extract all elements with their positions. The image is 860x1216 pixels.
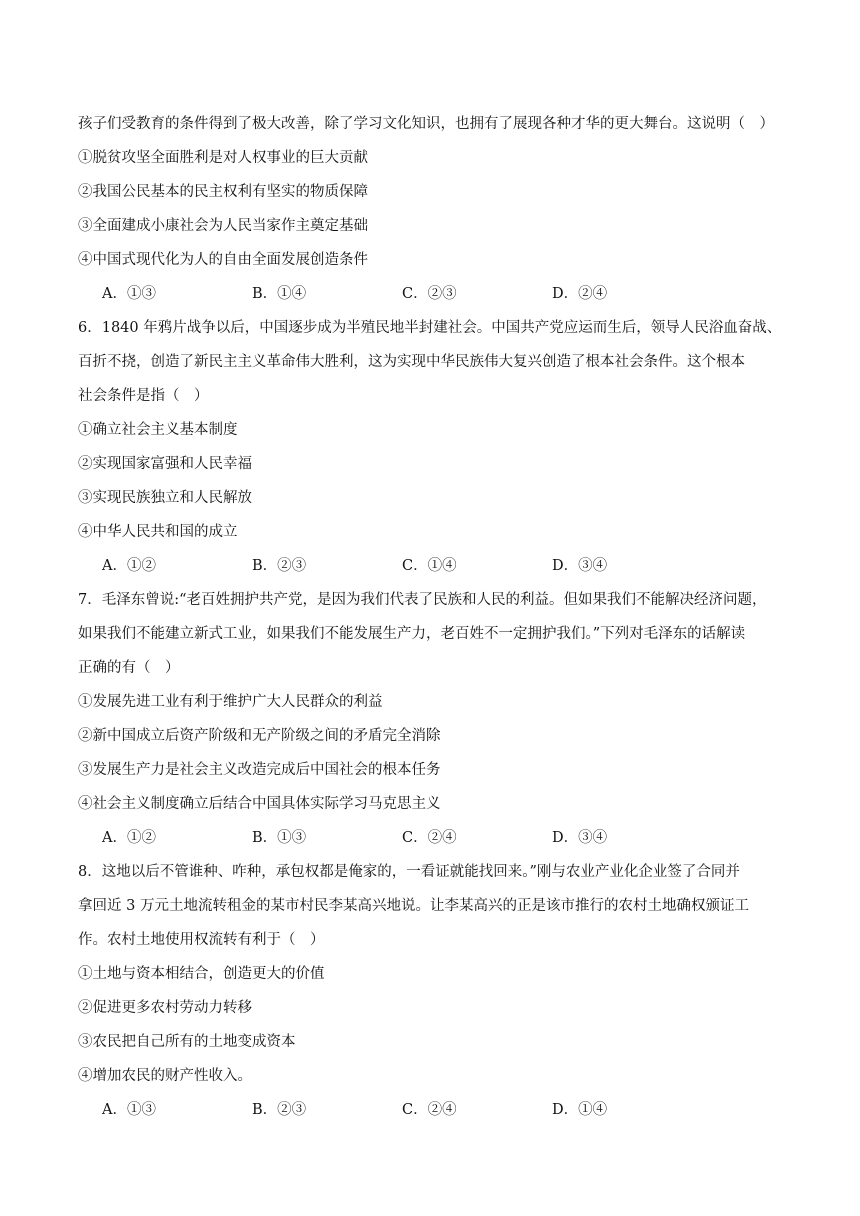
statement-3: ③农民把自己所有的土地变成资本 bbox=[78, 1034, 296, 1050]
option-d: D．②④ bbox=[552, 286, 608, 302]
question-stem-line: 如果我们不能建立新式工业，如果我们不能发展生产力，老百姓不一定拥护我们。”下列对毛泽东的话解读 bbox=[78, 626, 746, 642]
question-5 bbox=[78, 107, 788, 311]
question-stem-line: 孩子们受教育的条件得到了极大改善，除了学习文化知识，也拥有了展现各种才华的更大舞台。这说明（ ） bbox=[78, 116, 774, 132]
answer-options bbox=[78, 821, 788, 855]
question-stem-line: 作。农村土地使用权流转有利于（ ） bbox=[78, 932, 325, 948]
question-stem-line: 百折不挠，创造了新民主主义革命伟大胜利，这为实现中华民族伟大复兴创造了根本社会条件。这个根本 bbox=[78, 354, 745, 370]
option-d: D．③④ bbox=[552, 558, 608, 574]
answer-options bbox=[78, 549, 788, 583]
option-b: B．①④ bbox=[252, 286, 307, 302]
question-stem-line: 7．毛泽东曾说:“老百姓拥护共产党，是因为我们代表了民族和人民的利益。但如果我们不能解决经济问题， bbox=[78, 592, 767, 608]
statement-1: ①土地与资本相结合，创造更大的价值 bbox=[78, 966, 325, 982]
statement-4: ④中国式现代化为人的自由全面发展创造条件 bbox=[78, 252, 368, 268]
option-a: A．①③ bbox=[102, 1102, 156, 1118]
question-stem-line: 8．这地以后不管谁种、咋种，承包权都是俺家的，一看证就能找回来。”刚与农业产业化企业签了合同并 bbox=[78, 864, 740, 880]
option-a: A．①② bbox=[102, 830, 156, 846]
question-list bbox=[78, 107, 788, 1127]
statement-4: ④中华人民共和国的成立 bbox=[78, 524, 238, 540]
option-c: C．②④ bbox=[402, 1102, 457, 1118]
question-stem-line: 拿回近 3 万元土地流转租金的某市村民李某高兴地说。让李某高兴的正是该市推行的农村土地确权颁证工 bbox=[78, 898, 749, 914]
question-stem-line: 社会条件是指（ ） bbox=[78, 388, 209, 404]
option-c: C．①④ bbox=[402, 558, 457, 574]
question-stem-line: 正确的有（ ） bbox=[78, 660, 180, 676]
statement-1: ①确立社会主义基本制度 bbox=[78, 422, 238, 438]
option-b: B．①③ bbox=[252, 830, 307, 846]
statement-4: ④增加农民的财产性收入。 bbox=[78, 1068, 252, 1084]
answer-options bbox=[78, 277, 788, 311]
option-a: A．①③ bbox=[102, 286, 156, 302]
option-d: D．①④ bbox=[552, 1102, 608, 1118]
question-stem-line: 6．1840 年鸦片战争以后，中国逐步成为半殖民地半封建社会。中国共产党应运而生后，领导人民浴血奋战、 bbox=[78, 320, 782, 336]
statement-2: ②实现国家富强和人民幸福 bbox=[78, 456, 252, 472]
statement-2: ②促进更多农村劳动力转移 bbox=[78, 1000, 252, 1016]
option-c: C．②③ bbox=[402, 286, 457, 302]
statement-4: ④社会主义制度确立后结合中国具体实际学习马克思主义 bbox=[78, 796, 441, 812]
option-b: B．②③ bbox=[252, 558, 307, 574]
question-7 bbox=[78, 583, 788, 855]
option-a: A．①② bbox=[102, 558, 156, 574]
statement-3: ③全面建成小康社会为人民当家作主奠定基础 bbox=[78, 218, 368, 234]
statement-2: ②新中国成立后资产阶级和无产阶级之间的矛盾完全消除 bbox=[78, 728, 441, 744]
statement-1: ①脱贫攻坚全面胜利是对人权事业的巨大贡献 bbox=[78, 150, 368, 166]
statement-3: ③实现民族独立和人民解放 bbox=[78, 490, 252, 506]
option-b: B．②③ bbox=[252, 1102, 307, 1118]
question-6 bbox=[78, 311, 788, 583]
statement-3: ③发展生产力是社会主义改造完成后中国社会的根本任务 bbox=[78, 762, 441, 778]
option-d: D．③④ bbox=[552, 830, 608, 846]
option-c: C．②④ bbox=[402, 830, 457, 846]
answer-options bbox=[78, 1093, 788, 1127]
statement-1: ①发展先进工业有利于维护广大人民群众的利益 bbox=[78, 694, 383, 710]
statement-2: ②我国公民基本的民主权利有坚实的物质保障 bbox=[78, 184, 368, 200]
question-8 bbox=[78, 855, 788, 1127]
